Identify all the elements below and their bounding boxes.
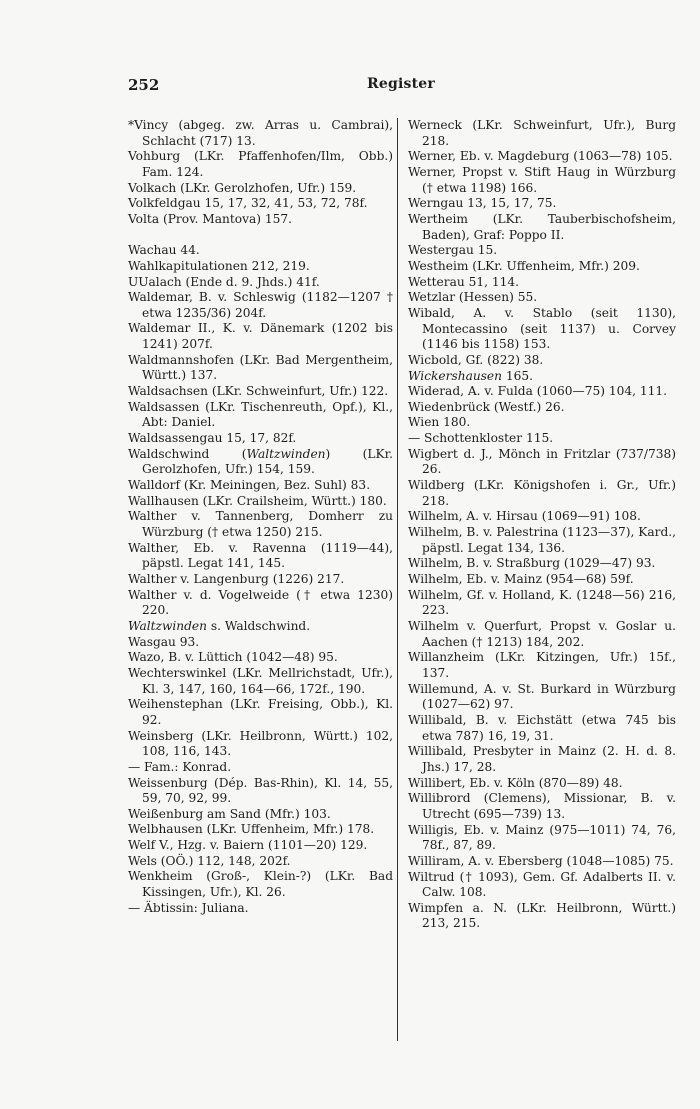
index-entry: Willibald, B. v. Eichstätt (etwa 745 bis etwa 787) 16, 19, 31. (408, 712, 676, 743)
index-entry: Wilhelm, B. v. Palestrina (1123—37), Kard., päpstl. Legat 134, 136. (408, 525, 676, 555)
index-entry: Wilhelm, A. v. Hirsau (1069—91) 108. (408, 509, 641, 524)
entry-italic-name: Wickershausen (408, 368, 502, 383)
index-entry: Wilhelm, Gf. v. Holland, K. (1248—56) 216, 223. (408, 587, 676, 618)
index-entry: Wazo, B. v. Lüttich (1042—48) 95. (128, 650, 338, 665)
index-entry: Wildberg (LKr. Königshofen i. Gr., Ufr.) 218. (408, 478, 676, 508)
index-entry: Waldmannshofen (LKr. Bad Mergentheim, Württ.) 137. (128, 352, 393, 383)
index-entry: Wilhelm, Eb. v. Mainz (954—68) 59f. (408, 572, 634, 587)
index-entry: Waldemar II., K. v. Dänemark (1202 bis 1241) 207f. (128, 321, 393, 352)
index-entry (408, 369, 676, 385)
index-entry (128, 619, 393, 635)
index-entry: Wibald, A. v. Stablo (seit 1130), Montecassino (seit 1137) u. Corvey (1146 bis 1158) 153. (408, 305, 676, 352)
entry-italic-name: Waltzwinden (246, 446, 326, 461)
entry-text: s. Waldschwind. (207, 618, 311, 633)
index-entry (128, 447, 393, 478)
index-entry: Willibert, Eb. v. Köln (870—89) 48. (408, 775, 623, 790)
index-entry: Wechterswinkel (LKr. Mellrichstadt, Ufr.), Kl. 3, 147, 160, 164—66, 172f., 190. (128, 665, 393, 696)
index-entry: Volkach (LKr. Gerolzhofen, Ufr.) 159. (128, 180, 357, 195)
index-column-right (408, 118, 676, 932)
index-entry: Wetterau 51, 114. (408, 274, 519, 289)
index-entry: Wilhelm, B. v. Straßburg (1029—47) 93. (408, 556, 656, 571)
index-entry: Welf V., Hzg. v. Baiern (1101—20) 129. (128, 838, 368, 853)
index-entry: Wenkheim (Groß-, Klein-?) (LKr. Bad Kissingen, Ufr.), Kl. 26. (128, 869, 393, 900)
index-entry: Willibrord (Clemens), Missionar, B. v. Utrecht (695—739) 13. (408, 791, 676, 821)
entry-italic-name: Waltzwinden (128, 618, 207, 633)
index-entry: Wien 180. (408, 415, 471, 430)
index-entry: Volkfeldgau 15, 17, 32, 41, 53, 72, 78f. (128, 196, 368, 211)
index-entry: Walther v. Langenburg (1226) 217. (128, 571, 345, 586)
entry-text: ) (LKr. Gerolzhofen, Ufr.) 154, 159. (142, 446, 393, 477)
index-entry: Weißenburg am Sand (Mfr.) 103. (128, 806, 331, 821)
index-entry: Weihenstephan (LKr. Freising, Obb.), Kl. 92. (128, 697, 393, 727)
index-entry: Waldsachsen (LKr. Schweinfurt, Ufr.) 122. (128, 384, 389, 399)
index-entry: Williram, A. v. Ebersberg (1048—1085) 75. (408, 853, 674, 868)
column-divider (397, 118, 398, 1041)
index-entry: Wimpfen a. N. (LKr. Heilbronn, Württ.) 213, 215. (408, 900, 676, 931)
index-entry: *Vincy (abgeg. zw. Arras u. Cambrai), Schlacht (717) 13. (128, 118, 393, 148)
index-entry: Wahlkapitulationen 212, 219. (128, 258, 310, 273)
entry-text: 165. (502, 368, 534, 383)
index-entry: Walther v. d. Vogelweide († etwa 1230) 220. (128, 587, 393, 618)
index-entry: Vohburg (LKr. Pfaffenhofen/Ilm, Obb.) Fam. 124. (128, 149, 393, 179)
index-entry: Waldsassengau 15, 17, 82f. (128, 431, 297, 446)
index-entry: — Fam.: Konrad. (128, 759, 232, 774)
index-entry: Walther v. Tannenberg, Domherr zu Würzburg († etwa 1250) 215. (128, 509, 393, 539)
index-entry: — Äbtissin: Juliana. (128, 900, 249, 915)
index-entry: Westheim (LKr. Uffenheim, Mfr.) 209. (408, 258, 640, 273)
running-title: Register (367, 76, 435, 92)
index-entry: Wallhausen (LKr. Crailsheim, Württ.) 180. (128, 493, 387, 508)
page-number: 252 (128, 76, 160, 94)
index-entry: Waldemar, B. v. Schleswig (1182—1207 † etwa 1235/36) 204f. (128, 290, 393, 320)
index-entry: Werneck (LKr. Schweinfurt, Ufr.), Burg 218. (408, 118, 676, 148)
index-entry: Wicbold, Gf. (822) 38. (408, 352, 544, 367)
index-entry: — Schottenkloster 115. (408, 431, 554, 446)
index-entry: Westergau 15. (408, 243, 498, 258)
index-entry: Werner, Eb. v. Magdeburg (1063—78) 105. (408, 149, 673, 164)
index-entry: Wigbert d. J., Mönch in Fritzlar (737/738) 26. (408, 446, 676, 477)
index-entry: Wels (OÖ.) 112, 148, 202f. (128, 853, 291, 868)
index-entry: Waldsassen (LKr. Tischenreuth, Opf.), Kl., Abt: Daniel. (128, 399, 393, 430)
index-entry: Wiltrud († 1093), Gem. Gf. Adalberts II. v. Calw. 108. (408, 869, 676, 900)
index-entry: Willanzheim (LKr. Kitzingen, Ufr.) 15f., 137. (408, 650, 676, 680)
page-header (128, 76, 674, 98)
index-entry: Wertheim (LKr. Tauberbischofsheim, Baden), Graf: Poppo II. (408, 211, 676, 242)
index-entry: Willemund, A. v. St. Burkard in Würzburg (1027—62) 97. (408, 681, 676, 712)
index-column-left (128, 118, 393, 916)
index-entry: Willibald, Presbyter in Mainz (2. H. d. 8. Jhs.) 17, 28. (408, 744, 676, 774)
index-entry: Wasgau 93. (128, 634, 200, 649)
index-entry: Wilhelm v. Querfurt, Propst v. Goslar u. Aachen († 1213) 184, 202. (408, 619, 676, 649)
index-entry: Weissenburg (Dép. Bas-Rhin), Kl. 14, 55, 59, 70, 92, 99. (128, 775, 393, 806)
index-entry: Werngau 13, 15, 17, 75. (408, 196, 557, 211)
index-entry: Walldorf (Kr. Meiningen, Bez. Suhl) 83. (128, 478, 371, 493)
index-entry: Weinsberg (LKr. Heilbronn, Württ.) 102, 108, 116, 143. (128, 728, 393, 759)
index-entry: Wetzlar (Hessen) 55. (408, 290, 538, 305)
index-entry: Widerad, A. v. Fulda (1060—75) 104, 111. (408, 384, 667, 399)
index-entry: Wachau 44. (128, 243, 200, 258)
index-entry: Wiedenbrück (Westf.) 26. (408, 399, 565, 414)
index-entry: Willigis, Eb. v. Mainz (975—1011) 74, 76, 78f., 87, 89. (408, 822, 676, 853)
index-entry: Walther, Eb. v. Ravenna (1119—44), päpstl. Legat 141, 145. (128, 540, 393, 571)
index-entry: UUalach (Ende d. 9. Jhds.) 41f. (128, 274, 320, 289)
index-entry: Welbhausen (LKr. Uffenheim, Mfr.) 178. (128, 822, 375, 837)
entry-text: Waldschwind ( (128, 446, 247, 461)
index-entry: Volta (Prov. Mantova) 157. (128, 211, 293, 226)
index-entry: Werner, Propst v. Stift Haug in Würzburg († etwa 1198) 166. (408, 164, 676, 195)
